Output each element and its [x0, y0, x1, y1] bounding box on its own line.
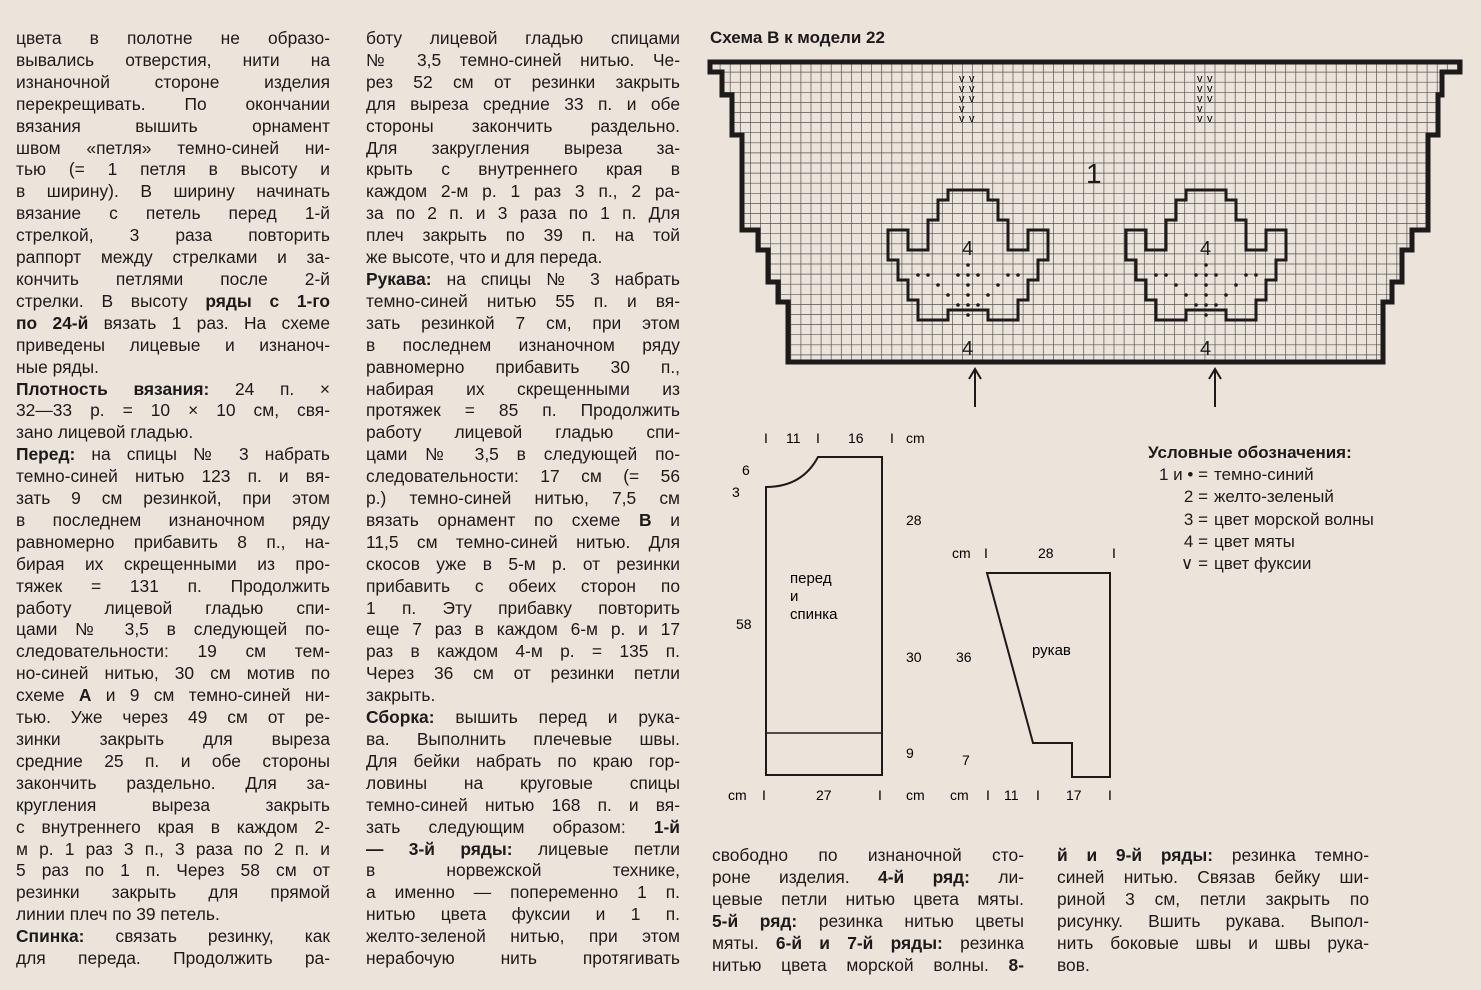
motif-dot	[966, 293, 970, 297]
text-line: швом «петля» темно-синей ни-	[16, 137, 330, 158]
sleeve-outline	[987, 573, 1110, 777]
text-line: же высоте, что и для переда.	[366, 247, 603, 268]
motif-dot	[1204, 293, 1208, 297]
text-line: равномерно прибавить 8 п., на-	[16, 531, 330, 552]
sleeve-dim-7: 7	[962, 752, 970, 768]
text-line: но-синей нитью, 30 см мотив по	[16, 663, 330, 684]
text-line: в последнем изнаночном ряду	[366, 334, 680, 355]
text-line: следовательности: 19 см тем-	[16, 641, 330, 662]
front-label-2: и	[790, 588, 799, 605]
fuchsia-mark: v	[959, 73, 965, 85]
text-line: тью. Уже через 49 см от ре-	[16, 707, 330, 728]
motif-dot	[1214, 273, 1218, 277]
motif-dot	[1224, 293, 1228, 297]
motif-dot	[986, 293, 990, 297]
text-column-1	[16, 28, 330, 970]
text-line: 5 раз по 1 п. Через 58 см от	[16, 860, 330, 881]
front-label-3: спинка	[790, 606, 838, 623]
scheme-title: Схема В к модели 22	[710, 28, 885, 47]
chart-label-4a: 4	[962, 238, 974, 260]
motif-dot	[1184, 293, 1188, 297]
text-line: темно-синей нитью 123 п. и вя-	[16, 466, 330, 487]
dim-right-9: 9	[906, 745, 914, 761]
text-line: нерабочую нить протягивать	[366, 948, 680, 969]
motif-dot	[976, 303, 980, 307]
fuchsia-mark: v	[1197, 93, 1203, 105]
text-line: раз в каждом 4-м р. = 135 п.	[366, 641, 680, 662]
text-line: ные ряды.	[16, 356, 99, 377]
text-line: 11,5 см темно-синей нитью. Для	[366, 531, 680, 552]
svg-text:I: I	[1108, 787, 1112, 803]
text-line: Плотность вязания: 24 п. ×	[16, 378, 331, 399]
text-line: Сборка: вышить перед и рука-	[366, 707, 680, 728]
text-line: темно-синей нитью 55 п. и вя-	[366, 290, 680, 311]
dim-left-3: 3	[732, 484, 740, 500]
chart-label-1: 1	[1086, 158, 1102, 189]
fuchsia-mark: v	[1207, 113, 1213, 125]
svg-text:I: I	[984, 545, 988, 561]
sleeve-dim-28: 28	[1038, 545, 1054, 561]
motif-dot	[956, 303, 960, 307]
svg-text:I: I	[816, 430, 820, 446]
text-line: набирая их скрещенными из	[366, 378, 680, 399]
motif-dot	[966, 303, 970, 307]
motif-dot	[966, 263, 970, 267]
dim-bottom-cm-r: cm	[906, 787, 925, 803]
text-line: тью (= 1 петля в высоту и	[16, 159, 330, 180]
motif-dot	[1214, 303, 1218, 307]
legend	[1128, 442, 1374, 575]
text-line: еще 7 раз в каждом 6-м р. и 17	[366, 619, 680, 640]
svg-text:I: I	[762, 787, 766, 803]
text-line: бирая их скрещенными из про-	[16, 553, 330, 574]
text-line: вывались отверстия, нити на	[16, 49, 330, 70]
fuchsia-mark: v	[959, 103, 965, 115]
text-line: боту лицевой гладью спицами	[366, 28, 680, 48]
text-line: резинки закрыть для прямой	[16, 882, 330, 903]
svg-text:I: I	[1036, 787, 1040, 803]
front-label-1: перед	[790, 570, 832, 587]
motif-dot	[1154, 273, 1158, 277]
text-line: риной 3 см, петли закрыть по	[1057, 888, 1369, 909]
text-line: работу лицевой гладью спи-	[366, 422, 680, 443]
motif-dot	[936, 283, 940, 287]
text-line: ва. Выполнить плечевые швы.	[366, 729, 680, 749]
text-line: Рукава: на спицы № 3 набрать	[366, 268, 680, 289]
dim-left-6: 6	[742, 462, 750, 478]
chart-label-4b: 4	[962, 338, 974, 360]
text-line: Для бейки набрать по краю гор-	[366, 750, 680, 771]
text-line: свободно по изнаночной сто-	[712, 845, 1024, 865]
text-line: в последнем изнаночном ряду	[16, 509, 330, 530]
text-line: 5-й ряд: резинка нитью цветы	[712, 910, 1024, 931]
text-line: вов.	[1057, 954, 1090, 975]
sleeve-dim-36: 36	[956, 649, 972, 665]
fuchsia-mark: v	[969, 93, 975, 105]
fuchsia-mark: v	[959, 113, 965, 125]
sleeve-bottom-cm: cm	[950, 787, 969, 803]
legend-item: 1 и • = темно-синий	[1159, 465, 1314, 485]
chart-label-4c: 4	[1200, 238, 1212, 260]
text-line: плеч закрыть по 39 п. на той	[366, 225, 680, 246]
svg-text:I: I	[890, 430, 894, 446]
text-line: средние 25 п. и обе стороны	[16, 750, 330, 771]
text-line: а именно — попеременно 1 п.	[366, 882, 680, 903]
text-line: Через 36 см от резинки петли	[366, 663, 680, 684]
fuchsia-mark: v	[969, 83, 975, 95]
text-line: равномерно прибавить 30 п.,	[366, 356, 680, 377]
text-line: нитью цвета фуксии и 1 п.	[366, 904, 680, 925]
motif-dot	[1204, 283, 1208, 287]
text-line: нить боковые швы и швы рука-	[1057, 932, 1369, 953]
motif-dot	[1164, 273, 1168, 277]
svg-text:I: I	[986, 787, 990, 803]
text-line: кругления выреза закрыть	[16, 794, 330, 815]
text-line: перекрещивать. По окончании	[16, 93, 330, 114]
text-line: зать резинкой 7 см, при этом	[366, 312, 680, 333]
text-line: для переда. Продолжить ра-	[16, 948, 330, 969]
fuchsia-mark: v	[1207, 93, 1213, 105]
svg-text:I: I	[1112, 545, 1116, 561]
text-line: каждом 2-м р. 1 раз 3 п., 2 ра-	[366, 181, 680, 202]
chart-outline	[710, 62, 1460, 362]
dim-left-58: 58	[736, 616, 752, 632]
text-line: следовательности: 17 см (= 56	[366, 466, 680, 487]
text-line: для выреза средние 33 п. и обе	[366, 93, 680, 114]
motif-dot	[956, 273, 960, 277]
legend-item: 4 = цвет мяты	[1183, 531, 1295, 551]
text-line: раппорт между стрелками и за-	[16, 247, 330, 268]
text-line: — 3-й ряды: лицевые петли	[366, 838, 681, 859]
dim-top-cm: cm	[906, 430, 925, 446]
text-line: р.) темно-синей нитью, 7,5 см	[366, 488, 680, 509]
fuchsia-mark: v	[959, 83, 965, 95]
text-line: приведены лицевые и изнаноч-	[16, 334, 330, 355]
dim-right-28: 28	[906, 512, 922, 528]
motif-dot	[1194, 303, 1198, 307]
motif-dot	[1204, 303, 1208, 307]
motif-dot	[1174, 283, 1178, 287]
legend-title: Условные обозначения:	[1148, 443, 1352, 462]
motif-dot	[1194, 273, 1198, 277]
sleeve-dim-cm: cm	[952, 545, 971, 561]
fuchsia-mark: v	[1207, 73, 1213, 85]
text-line: стороны закончить раздельно.	[366, 115, 680, 136]
text-column-4	[1057, 845, 1369, 976]
text-line: закрыть.	[366, 685, 436, 706]
fuchsia-mark: v	[1197, 103, 1203, 115]
motif-dot	[996, 283, 1000, 287]
text-line: зать 9 см резинкой, при этом	[16, 488, 330, 509]
text-line: с внутреннего края в каждом 2-	[16, 816, 330, 837]
motif-dot	[1254, 273, 1258, 277]
text-line: зинки закрыть для выреза	[16, 729, 330, 749]
text-line: Перед: на спицы № 3 набрать	[16, 444, 330, 465]
text-line: Для закругления выреза за-	[366, 137, 680, 158]
motif-dot	[1016, 273, 1020, 277]
text-line: м р. 1 раз 3 п., 3 раза по 2 п. и	[16, 838, 330, 859]
motif-dot	[1244, 273, 1248, 277]
text-line: крыть с внутреннего края в	[366, 159, 680, 180]
text-line: прибавить с обеих сторон по	[366, 575, 680, 596]
motif-dot	[1204, 273, 1208, 277]
text-line: тяжек = 131 п. Продолжить	[16, 575, 330, 596]
chart-label-4d: 4	[1200, 338, 1212, 360]
fuchsia-mark: v	[1197, 73, 1203, 85]
text-column-2	[366, 28, 680, 970]
fuchsia-mark: v	[1197, 83, 1203, 95]
chart-grid	[710, 62, 1460, 362]
text-line: вязания вышить орнамент	[16, 115, 330, 136]
text-line: в ширину). В ширину начинать	[16, 181, 330, 202]
motif-dot	[976, 273, 980, 277]
text-line: скосов уже в 5-м р. от резинки	[366, 553, 680, 574]
svg-text:I: I	[764, 430, 768, 446]
pattern-drawing	[720, 425, 1140, 810]
text-line: стрелкой, 3 раза повторить	[16, 225, 330, 246]
text-line: цами № 3,5 в следующей по-	[366, 444, 680, 465]
fuchsia-mark: v	[1197, 113, 1203, 125]
text-line: рисунку. Вшить рукава. Выпол-	[1057, 910, 1369, 931]
text-line: синей нитью. Связав бейку ши-	[1057, 866, 1369, 887]
text-line: закончить раздельно. Для за-	[16, 772, 330, 793]
text-line: цевые петли нитью цвета мяты.	[712, 888, 1024, 909]
text-line: по 24-й вязать 1 раз. На схеме	[16, 312, 330, 333]
text-line: рез 52 см от резинки закрыть	[366, 71, 680, 92]
dim-right-30: 30	[906, 649, 922, 665]
text-line: вязать орнамент по схеме В и	[366, 509, 681, 530]
text-line: 1 п. Эту прибавку повторить	[366, 597, 680, 618]
motif-dot	[966, 273, 970, 277]
text-line: за по 2 п. и 3 раза по 1 п. Для	[366, 203, 680, 224]
motif-dot	[946, 293, 950, 297]
text-line: роне изделия. 4-й ряд: ли-	[712, 866, 1024, 887]
text-line: линии плеч по 39 петель.	[16, 904, 220, 925]
motif-dot	[1204, 263, 1208, 267]
fuchsia-mark: v	[1207, 83, 1213, 95]
sleeve-bottom-11: 11	[1004, 787, 1019, 803]
text-line: 32—33 р. = 10 × 10 см, свя-	[16, 400, 330, 421]
dim-top-11: 11	[786, 430, 801, 446]
fuchsia-mark: v	[959, 93, 965, 105]
motif-dot	[1204, 313, 1208, 317]
motif-dot	[926, 273, 930, 277]
motif-dot	[966, 313, 970, 317]
text-line: й и 9-й ряды: резинка темно-	[1057, 845, 1369, 865]
text-line: работу лицевой гладью спи-	[16, 597, 330, 618]
sleeve-label: рукав	[1032, 642, 1071, 659]
legend-item: 2 = желто-зеленый	[1183, 487, 1334, 507]
text-line: нитью цвета морской волны. 8-	[712, 954, 1024, 975]
motif-dot	[966, 283, 970, 287]
text-line: кончить петлями после 2-й	[16, 268, 330, 289]
sleeve-bottom-17: 17	[1066, 787, 1082, 803]
text-line: мяты. 6-й и 7-й ряды: резинка	[712, 932, 1024, 953]
motif-dot	[916, 273, 920, 277]
chart-motifs	[888, 73, 1286, 320]
motif-dot	[1006, 273, 1010, 277]
dim-top-16: 16	[848, 430, 864, 446]
text-line: желто-зеленой нитью, при этом	[366, 926, 680, 947]
text-line: зать следующим образом: 1-й	[366, 816, 680, 837]
text-line: зано лицевой гладью.	[16, 422, 194, 443]
text-line: Спинка: связать резинку, как	[16, 926, 330, 947]
text-line: схеме А и 9 см темно-синей ни-	[16, 685, 331, 706]
text-line: протяжек = 85 п. Продолжить	[366, 400, 680, 421]
text-line: в норвежской технике,	[366, 860, 680, 881]
motif-dot	[1234, 283, 1238, 287]
legend-item: 3 = цвет морской волны	[1183, 509, 1374, 529]
arrows	[960, 365, 1230, 410]
text-line: темно-синей нитью 168 п. и вя-	[366, 794, 680, 815]
text-line: изнаночной стороне изделия	[16, 71, 330, 92]
dim-bottom-27: 27	[816, 787, 832, 803]
legend-item: ∨ = цвет фуксии	[1180, 554, 1312, 574]
text-line: вязание с петель перед 1-й	[16, 203, 330, 224]
text-line: цвета в полотне не образо-	[16, 28, 330, 48]
fuchsia-mark: v	[969, 113, 975, 125]
text-line: стрелки. В высоту ряды с 1-го	[16, 290, 330, 311]
dim-bottom-cm-l: cm	[728, 787, 747, 803]
knitting-chart	[700, 50, 1470, 370]
fuchsia-mark: v	[969, 73, 975, 85]
svg-text:I: I	[878, 787, 882, 803]
text-column-3	[712, 845, 1024, 976]
text-line: ловины на круговые спицы	[366, 772, 680, 793]
text-line: цами № 3,5 в следующей по-	[16, 619, 330, 640]
text-line: № 3,5 темно-синей нитью. Че-	[366, 49, 680, 70]
